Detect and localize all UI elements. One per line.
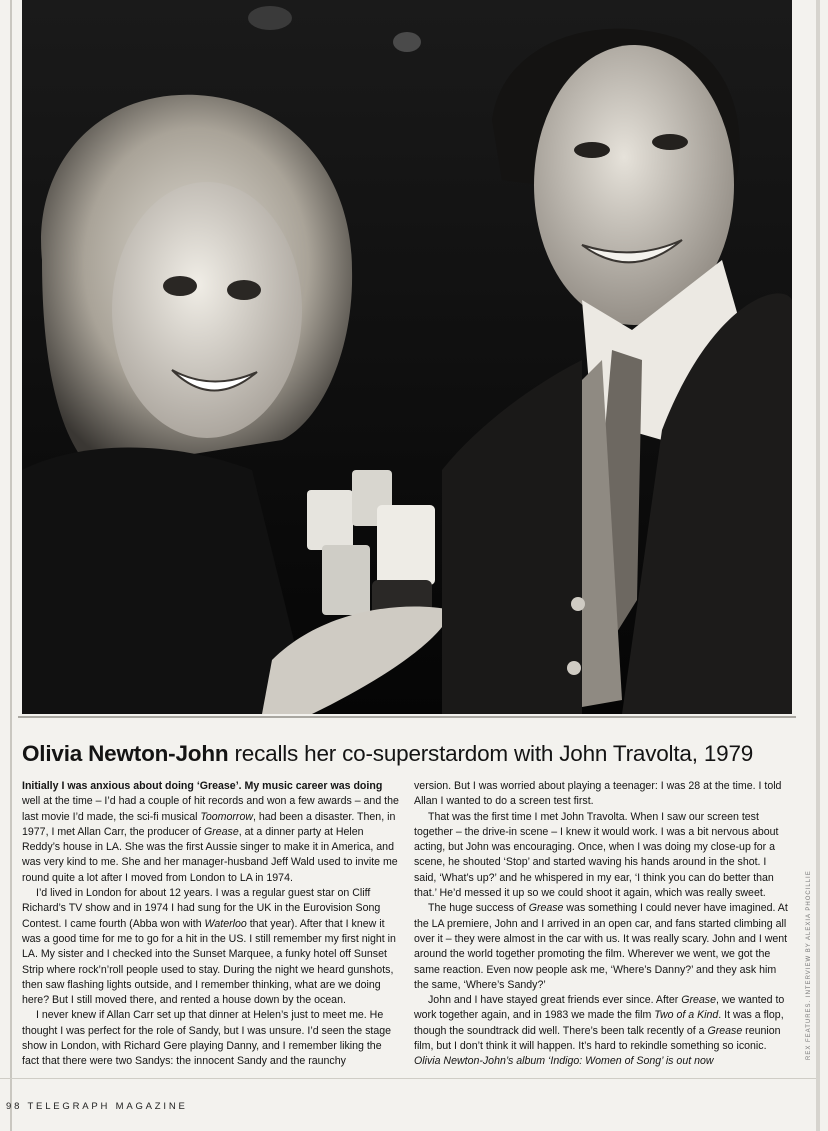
photo-credit: REX FEATURES. INTERVIEW BY ALEXIA PHOCILLIE xyxy=(806,870,812,1060)
photo-divider-rule xyxy=(18,716,796,718)
paragraph: I’d lived in London for about 12 years. I was a regular guest star on Cliff Richard’s TV show and in 1974 I had sung for the UK in the Eurovision Song Contest. I came fourth (Abba won with Waterloo that year). After that I knew it was a good time for me to go for a hit in the US. I still remember my first night in LA. My sister and I checked into the Sunset Marquee, a funky hotel off Sunset Strip where rock’n’roll people used to stay. During the night we heard gunshots, then saw flashing lights outside, and I remember thinking, what are we doing here? But I still moved there, and rented a house down by the ocean. xyxy=(22,887,396,1007)
page-number: 98 xyxy=(6,1101,23,1112)
page-footer xyxy=(6,1101,188,1112)
paragraph: I never knew if Allan Carr set up that dinner at Helen’s just to meet me. He thought I was perfect for the role of Sandy, but I was unsure. I’d seen the stage show in London, with Richard Gere playing Danny, and I remember liking the fact that there were two Sandys: the innocent Sandy and the raunchy xyxy=(22,1009,392,1068)
page-right-edge xyxy=(816,0,820,1131)
page-binding-edge xyxy=(10,0,12,1131)
paragraph: That was the first time I met John Travolta. When I saw our screen test together – the drive-in scene – I knew it would work. I was a bit nervous about acting, but John was encouraging. Once, when I was doing my close-up for a scene, he shouted ‘Stop’ and started waving his hands around in the shot. I said, ‘What’s up?’ and he whispered in my ear, ‘I think you can do better than that.’ He’d messed it up so we could shoot it again, which was really sweet. xyxy=(414,810,779,900)
article-headline xyxy=(22,740,792,768)
footer-divider xyxy=(0,1078,816,1079)
album-note: Olivia Newton-John’s album ‘Indigo: Women of Song’ is out now xyxy=(414,1055,714,1068)
paragraph: Initially I was anxious about doing ‘Grease’. My music career was doing well at the time – I’d had a couple of hit records and won a few awards – and the last movie I’d made, the sci-fi musical Toomorrow, had been a disaster. Then, in 1977, I met Allan Carr, the producer of Grease, at a dinner party at Helen Reddy’s house in LA. She was the first Aussie singer to make it in America, and was very kind to me. She and her manager-husband Jeff Wald used to invite me round quite a lot after I moved from London to LA in 1974. xyxy=(22,780,399,884)
photograph-illustration xyxy=(22,0,792,714)
paragraph: The huge success of Grease was something I could never have imagined. At the LA premiere, John and I arrived in an open car, and fans started climbing all over it – they were almost in the car with us. It was really scary. John and I went around the world together promoting the film. Wherever we went, we got the same reaction. Even now people ask me, ‘Where’s Danny?’ and they ask him the same, ‘Where’s Sandy?’ xyxy=(414,902,788,991)
article-column-right xyxy=(414,779,790,1070)
paragraph: version. But I was worried about playing a teenager: I was 28 at the time. I told Allan I wanted to do a screen test first. xyxy=(414,780,782,808)
headline-subtitle: recalls her co-superstardom with John Travolta, 1979 xyxy=(228,741,754,766)
article-photograph xyxy=(22,0,792,714)
paragraph: John and I have stayed great friends ever since. After Grease, we wanted to work together again, and in 1983 we made the film Two of a Kind. It was a flop, though the soundtrack did well. There’s been talk recently of a Grease reunion film, but I don’t think it will happen. It’s hard to rekindle something so iconic. xyxy=(414,994,785,1053)
headline-name: Olivia Newton-John xyxy=(22,741,229,766)
article-column-left xyxy=(22,779,400,1070)
magazine-name: TELEGRAPH MAGAZINE xyxy=(27,1101,188,1112)
lead-in: Initially I was anxious about doing ‘Grease’. My music career was doing xyxy=(22,780,383,792)
